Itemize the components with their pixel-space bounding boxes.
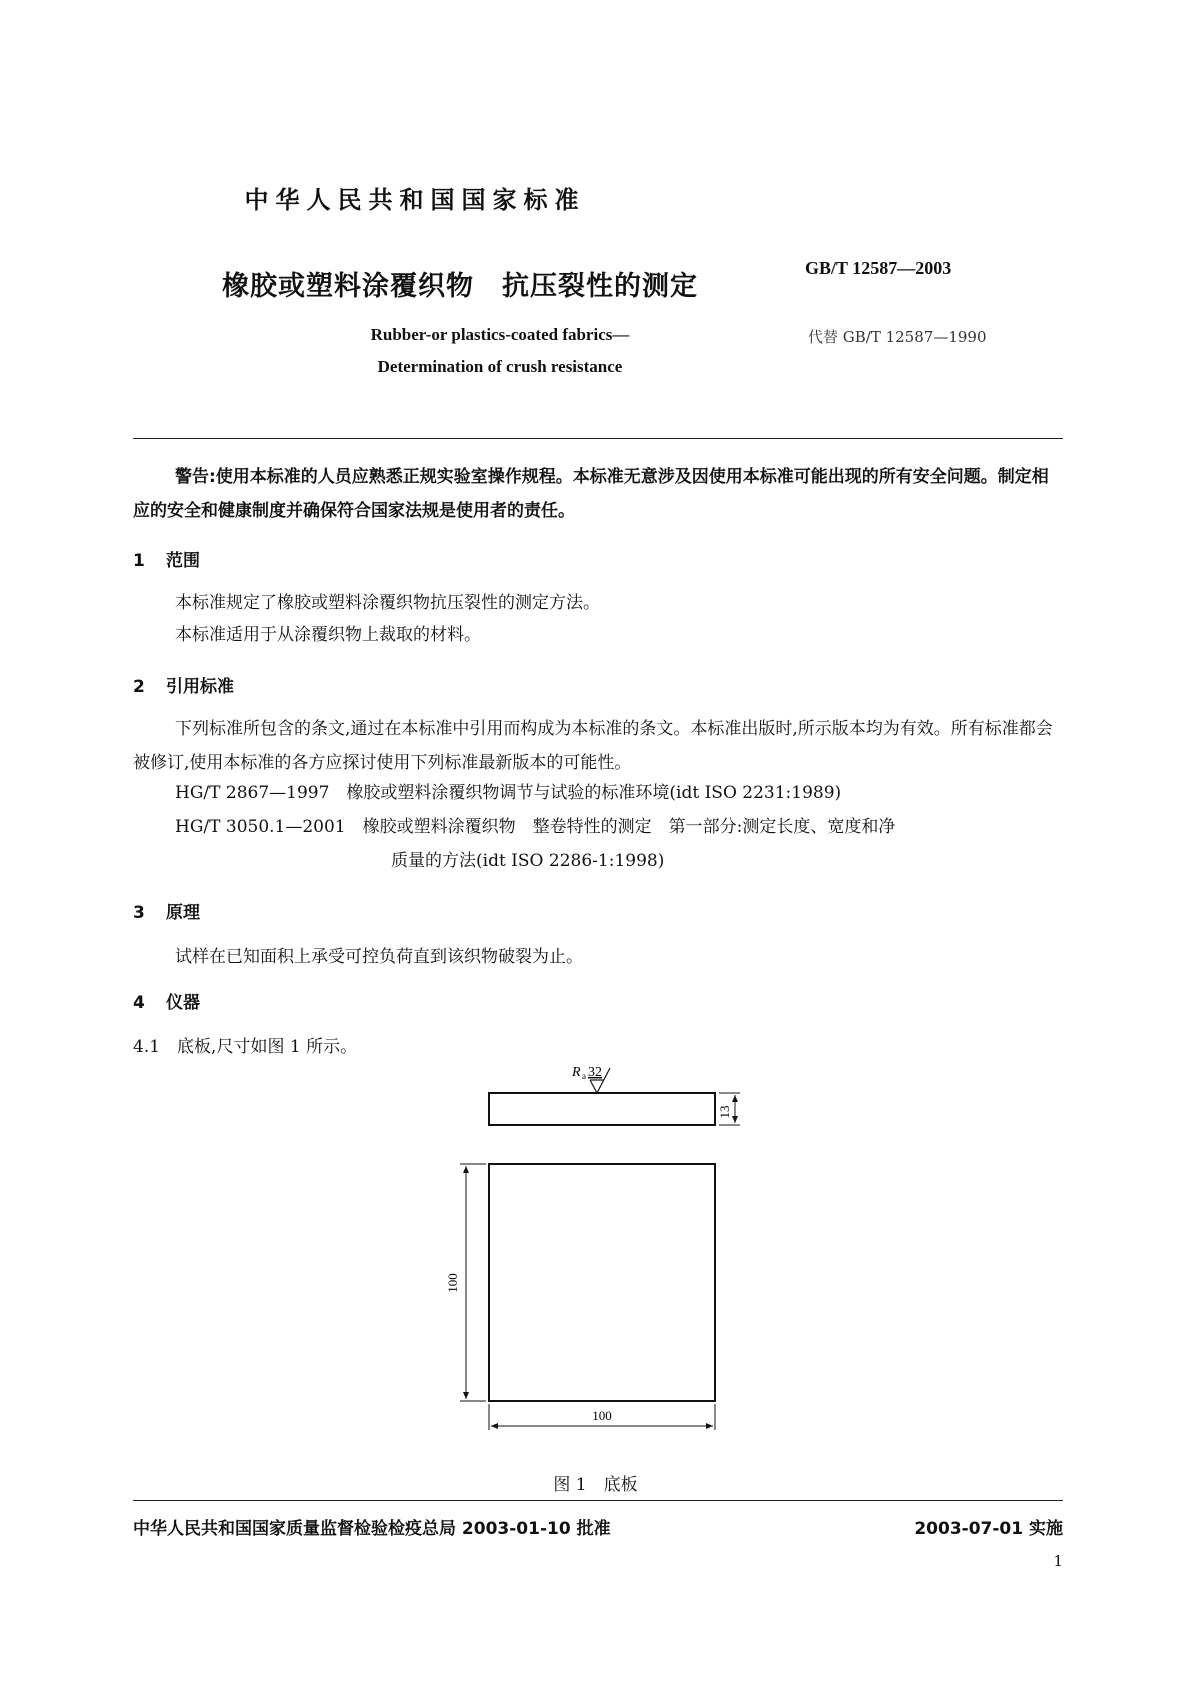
document-title-en-line1: Rubber-or plastics-coated fabrics— (370, 325, 630, 344)
section-1-line: 本标准适用于从涂覆织物上裁取的材料。 (175, 625, 481, 645)
section-title: 原理 (166, 903, 200, 923)
section-number: 3 (133, 903, 145, 923)
figure-base-plate (440, 1060, 760, 1450)
section-4-heading (133, 988, 200, 1013)
section-number: 2 (133, 677, 145, 697)
header-divider (133, 438, 1063, 439)
normative-reference-continued: 质量的方法(idt ISO 2286-1:1998) (391, 851, 665, 871)
warning-paragraph: 警告:使用本标准的人员应熟悉正规实验室操作规程。本标准无意涉及因使用本标准可能出现的所有安全问题。制定相应的安全和健康制度并确保符合国家法规是使用者的责任。 (133, 467, 1049, 521)
standard-header: 中华人民共和国国家标准 (244, 186, 586, 214)
roughness-symbol (571, 1065, 610, 1093)
footer-divider (133, 1500, 1063, 1501)
approval-statement: 中华人民共和国国家质量监督检验检疫总局 2003-01-10 批准 (133, 1519, 611, 1539)
section-1-line: 本标准规定了橡胶或塑料涂覆织物抗压裂性的测定方法。 (175, 593, 600, 613)
section-3-line: 试样在已知面积上承受可控负荷直到该织物破裂为止。 (175, 947, 583, 967)
dimension-thickness: 13 (717, 1105, 732, 1119)
dimension-height: 100 (445, 1273, 460, 1293)
replaces-standard: 代替 GB/T 12587—1990 (808, 328, 987, 346)
section-number: 4 (133, 993, 145, 1013)
roughness-value: 32 (588, 1065, 602, 1080)
plate-top-view (489, 1164, 715, 1401)
normative-reference: HG/T 3050.1—2001 橡胶或塑料涂覆织物 整卷特性的测定 第一部分:测定长度、宽度和净 (175, 817, 896, 837)
plate-side-view (489, 1093, 715, 1125)
section-2-paragraph: 下列标准所包含的条文,通过在本标准中引用而构成为本标准的条文。本标准出版时,所示版本均为有效。所有标准都会被修订,使用本标准的各方应探讨使用下列标准最新版本的可能性。 (133, 719, 1053, 773)
section-number: 1 (133, 551, 145, 571)
implementation-date: 2003-07-01 实施 (914, 1519, 1063, 1539)
roughness-label: R (572, 1065, 581, 1080)
clause-4-1: 4.1 底板,尺寸如图 1 所示。 (133, 1037, 358, 1057)
document-title-en-line2: Determination of crush resistance (377, 357, 623, 376)
dimension-width: 100 (592, 1408, 612, 1423)
standard-code: GB/T 12587—2003 (805, 258, 952, 278)
section-title: 仪器 (166, 993, 200, 1013)
section-title: 引用标准 (166, 677, 234, 697)
normative-reference: HG/T 2867—1997 橡胶或塑料涂覆织物调节与试验的标准环境(idt ISO 2231:1989) (175, 783, 842, 803)
document-title-cn: 橡胶或塑料涂覆织物 抗压裂性的测定 (222, 271, 698, 302)
figure-caption: 图 1 底板 (553, 1475, 638, 1495)
roughness-subscript: a (582, 1071, 586, 1081)
section-title: 范围 (166, 551, 200, 571)
section-3-heading (133, 898, 200, 923)
section-1-heading (133, 546, 200, 571)
section-2-heading (133, 672, 234, 697)
page-number: 1 (1053, 1552, 1063, 1570)
